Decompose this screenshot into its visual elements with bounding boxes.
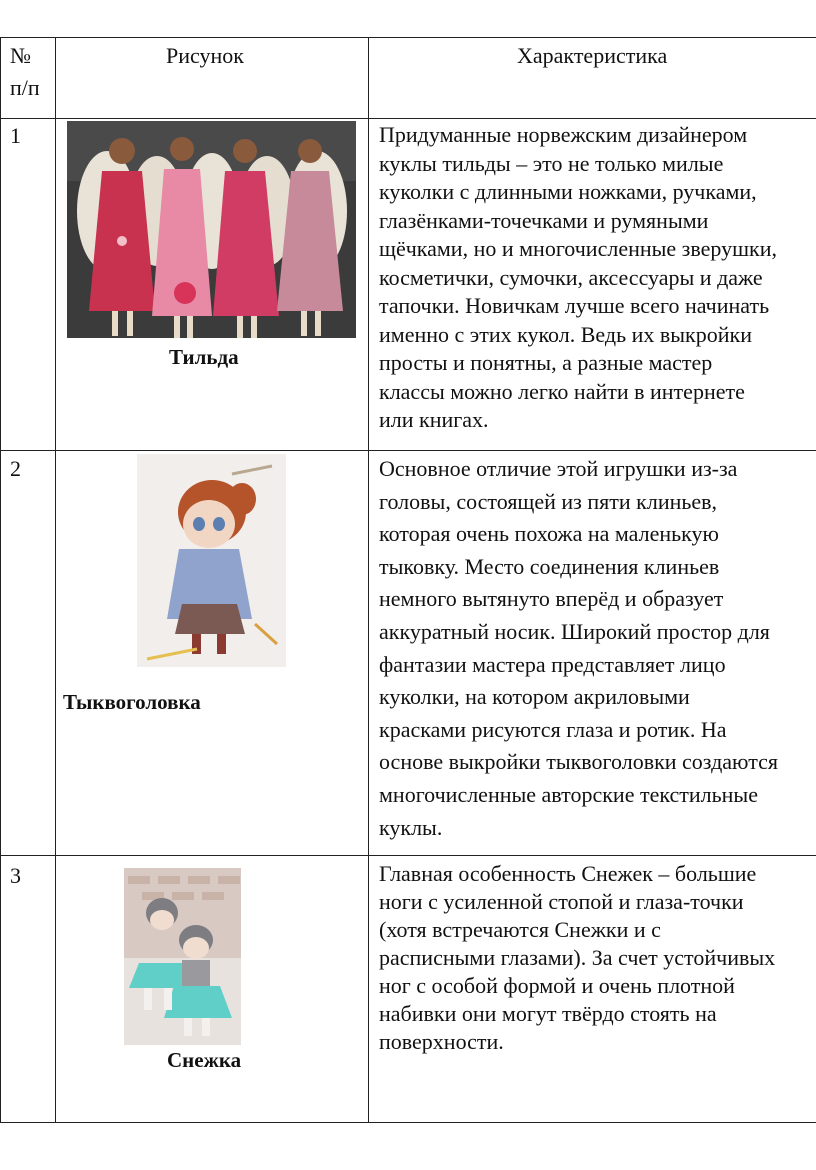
pumpkin-head-doll-image [137, 454, 286, 667]
header-picture: Рисунок [166, 43, 244, 68]
row-description: Главная особенность Снежек – большие ноги с усиленной стопой и глаза-точки (хотя встречаются Снежки и с расписными глазами). За счет устойчивых ног с особой формой и очень плотной набивки они могут твёрдо стоять на поверхности. [379, 861, 776, 1054]
row-description: Придуманные норвежским дизайнером куклы тильды – это не только милые куколки с длинными ножками, ручками, глазёнками-точечками и румяными щёчками, но и многочисленные зверушки, косметички, сумочки, аксессуары и даже тапочки. Новичкам лучше всего начинать именно с этих кукол. Ведь их выкройки просты и понятны, а разные мастер классы можно легко найти в интернете или книгах. [379, 122, 777, 432]
table-col-divider-2 [368, 37, 369, 1123]
row-number: 2 [10, 456, 21, 481]
table-col-divider-1 [55, 37, 56, 1123]
table-border-row1 [0, 118, 816, 119]
row-number: 1 [10, 123, 21, 148]
header-num: № п/п [10, 43, 40, 100]
row-caption: Снежка [167, 1048, 242, 1072]
row-description: Основное отличие этой игрушки из-за головы, состоящей из пяти клиньев, которая очень похожа на маленькую тыковку. Место соединения клиньев немного вытянуто вперёд и образует аккуратный носик. Широкий простор для фантазии мастера представляет лицо куколки, на котором акриловыми красками рисуются глаза и ротик. На основе выкройки тыквоголовки создаются многочисленные авторские текстильные куклы. [379, 456, 778, 840]
row-number: 3 [10, 863, 21, 888]
snezhka-dolls-image [124, 868, 241, 1045]
tilda-dolls-image [67, 121, 356, 338]
row-caption: Тильда [169, 345, 239, 369]
row-caption: Тыквоголовка [63, 690, 201, 714]
table-border-top [0, 37, 816, 38]
header-characteristic: Характеристика [517, 43, 668, 68]
table-border-row2 [0, 450, 816, 451]
table-border-row3 [0, 855, 816, 856]
table-border-left [0, 37, 1, 1123]
table-border-bottom [0, 1122, 816, 1123]
